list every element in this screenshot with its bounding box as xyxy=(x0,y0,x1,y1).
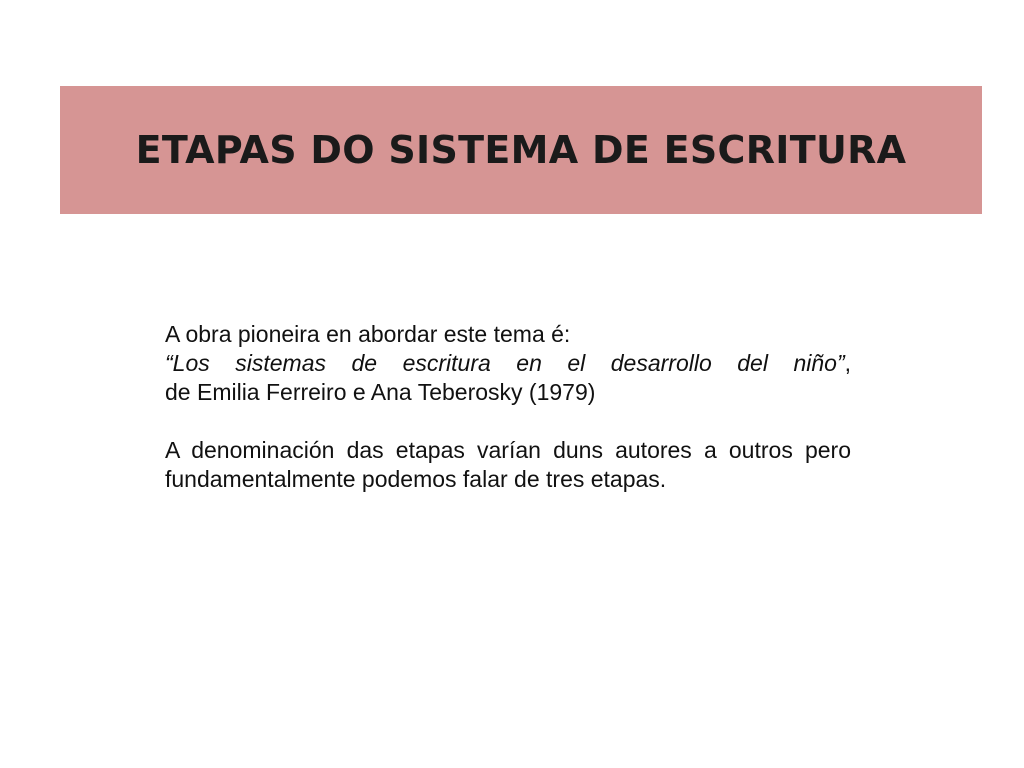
slide-title: ETAPAS DO SISTEMA DE ESCRITURA xyxy=(135,128,907,172)
intro-text: A obra pioneira en abordar este tema é: xyxy=(165,321,571,347)
title-band xyxy=(60,86,982,214)
book-title-comma: , xyxy=(844,350,851,376)
paragraph-spacer xyxy=(165,407,851,436)
book-title: “Los sistemas de escritura en el desarrollo del niño” xyxy=(165,350,845,376)
book-citation-line xyxy=(165,349,851,378)
authors-line: de Emilia Ferreiro e Ana Teberosky (1979) xyxy=(165,379,596,405)
body-text xyxy=(165,320,851,494)
paragraph-stages: A denominación das etapas varían duns autores a outros pero fundamentalmente podemos falar de tres etapas. xyxy=(165,437,851,492)
